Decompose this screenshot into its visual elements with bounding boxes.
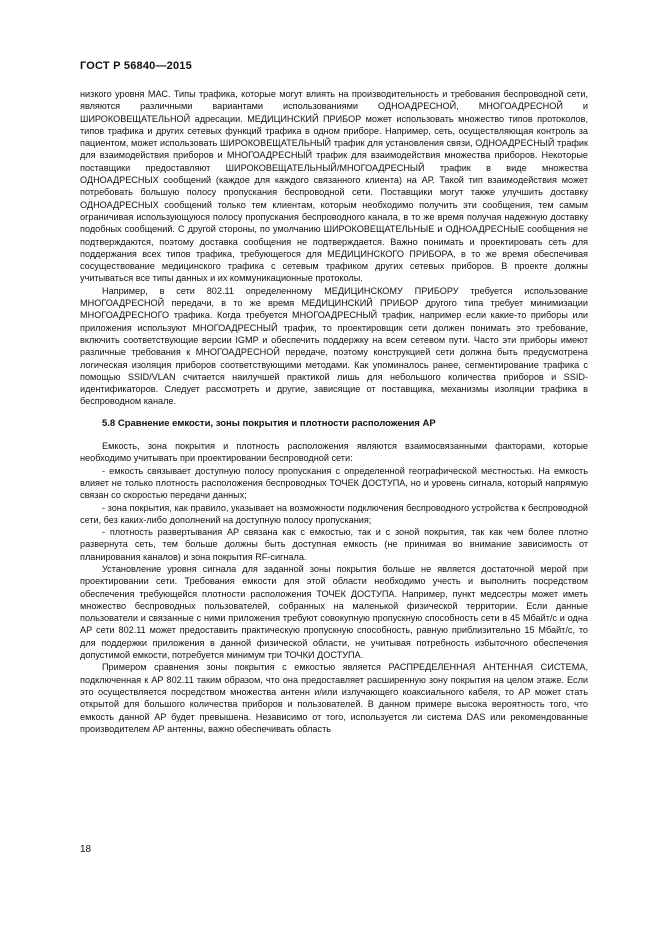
- list-item: - плотность развертывания АР связана как с емкостью, так и с зоной покрытия, так как чем более плотно развернута сеть, тем больше должны быть доступная емкость (не принимая во внимание зависимость от планирования каналов) и зона покрытия RF-сигнала.: [80, 527, 588, 562]
- paragraph: Примером сравнения зоны покрытия с емкостью является РАСПРЕДЕЛЕННАЯ АНТЕННАЯ СИСТЕМА, подключенная к АР 802.11 таким образом, что она предоставляет расширенную зону покрытия на целом этаже. Если это осуществляется посредством множества антенн и/или излучающего коаксиального кабеля, то АР может стать открытой для большого количества приборов и пользователей. В данном примере высока вероятность того, что емкость данной АР будет превышена. Независимо от того, используется ли система DAS или рекомендованные производителем АР антенны, важно обеспечивать область: [80, 662, 588, 734]
- paragraph: низкого уровня МАС. Типы трафика, которые могут влиять на производительность и требования беспроводной сети, являются различными вариантами использованиями ОДНОАДРЕСНОЙ, МНОГОАДРЕСНОЙ и ШИРОКОВЕЩАТЕЛЬНОЙ адресации. МЕДИЦИНСКИЙ ПРИБОР может использовать множество типов протоколов, типов трафика и других сетевых функций трафика в одном приборе. Например, сеть, осуществляющая контроль за пациентом, может использовать ШИРОКОВЕЩАТЕЛЬНЫЙ трафик для установления связи, ОДНОАДРЕСНЫЙ трафик для взаимодействия приборов и МНОГОАДРЕСНЫЙ трафик для взаимодействия множества приборов. Некоторые поставщики предоставляют ШИРОКОВЕЩАТЕЛЬНЫЙ/МНОГОАДРЕСНЫЙ трафик в виде множества ОДНОАДРЕСНЫХ сообщений (каждое для каждого связанного клиента) на АР. Такой тип взаимодействия может потребовать большую полосу пропускания беспроводной сети. Поставщики могут также улучшить доставку ОДНОАДРЕСНЫХ сообщений только тем клиентам, которым необходимо получить эти сообщения, тем самым ограничивая использующуюся полосу пропускания беспроводного канала, в то же время получая надежную доставку подобных сообщений. С другой стороны, по умолчанию ШИРОКОВЕЩАТЕЛЬНЫЕ и ОДНОАДРЕСНЫЕ сообщения не подтверждаются, поэтому доставка сообщения не подтверждается. Важно понимать и проектировать сеть для поддержания всех типов трафика, требующегося для МЕДИЦИНСКОГО ПРИБОРА, в то же время обеспечивая сосуществование медицинского трафика с сетевым трафиком других сетевых приборов. В проекте должны учитываться все типы данных и их коммуникационные протоколы.: [80, 89, 588, 284]
- paragraph: Емкость, зона покрытия и плотность расположения являются взаимосвязанными факторами, которые необходимо учитывать при проектировании беспроводной сети:: [80, 441, 588, 464]
- list-item: - зона покрытия, как правило, указывает на возможности подключения беспроводного устройства к беспроводной сети, без каких-либо дополнений на доступную полосу пропускания;: [80, 502, 588, 525]
- page-number: 18: [80, 844, 92, 855]
- section-heading: 5.8 Сравнение емкости, зоны покрытия и плотности расположения АР: [102, 417, 436, 429]
- page-body: [80, 88, 588, 735]
- document-header: [80, 60, 192, 72]
- paragraph: Например, в сети 802.11 определенному МЕДИЦИНСКОМУ ПРИБОРУ требуется использование МНОГОАДРЕСНОЙ передачи, в то же время МЕДИЦИНСКИЙ ПРИБОР другого типа требует минимизации МНОГОАДРЕСНОГО трафика. Когда требуется МНОГОАДРЕСНЫЙ трафик, например если какие-то приборы или приложения используют МНОГОАДРЕСНЫЙ трафик, то проектировщик сети должен понимать это требование, включить соответствующие версии IGMP и обеспечить поддержку на всем сетевом пути. Часто эти приборы имеют различные требования к МНОГОАДРЕСНОЙ передаче, поэтому конструкцией сети должна быть предусмотрена логическая изоляция приборов соответствующими методами. Как упоминалось ранее, сегментирование трафика с помощью SSID/VLAN считается наилучшей практикой лишь для небольшого количества приборов и SSID-идентификаторов. Следует рассмотреть и другие, зависящие от поставщика, механизмы изоляции трафика в беспроводном канале.: [80, 285, 588, 407]
- paragraph: Установление уровня сигнала для заданной зоны покрытия больше не является достаточной мерой при проектировании сети. Требования емкости для этой области необходимо учесть и выполнить посредством обеспечения требующейся плотности расположения ТОЧЕК ДОСТУПА. Например, пункт медсестры может иметь множество беспроводных пользователей, собранных на маленькой физической территории. Если данные пользователи и связанные с ними приложения требуют совокупную пропускную способность сети в 45 Мбайт/с и одна АР сети 802.11 может предоставить практическую пропускную способность, равную приблизительно 15 Мбайт/с, то для поддержки приложения в данной физической области, не учитывая потребность избыточного обеспечения допустимой емкости, потребуется минимум три ТОЧКИ ДОСТУПА.: [80, 563, 588, 661]
- list-item: - емкость связывает доступную полосу пропускания с определенной географической местностью. На емкость влияет не только плотность расположения беспроводных ТОЧЕК ДОСТУПА, но и уровень сигнала, который напрямую связан со скоростью передачи данных;: [80, 465, 588, 501]
- standard-title: ГОСТ Р 56840—2015: [80, 60, 192, 72]
